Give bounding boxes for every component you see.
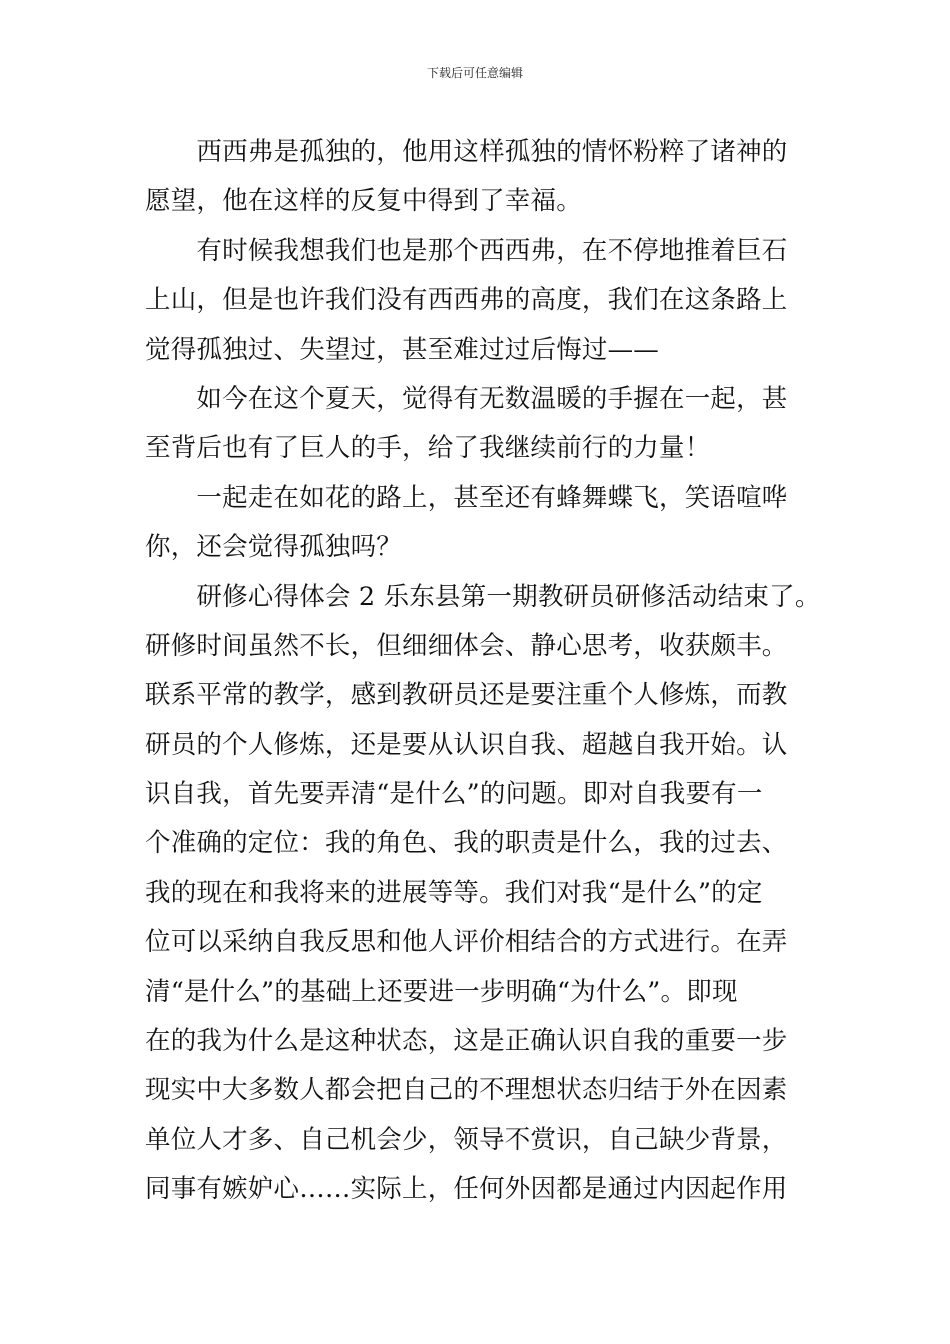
text-line: 如今在这个夏天，觉得有无数温暖的手握在一起，甚 [145, 383, 788, 414]
text-line: 我的现在和我将来的进展等等。我们对我“是什么”的定 [145, 877, 763, 908]
text-line: 研修时间虽然不长，但细细体会、静心思考，收获颇丰。 [145, 630, 788, 661]
text-line: 研修心得体会 2 乐东县第一期教研员研修活动结束了。 [145, 581, 821, 612]
text-line: 在的我为什么是这种状态，这是正确认识自我的重要一步 [145, 1026, 788, 1057]
text-line: 联系平常的教学，感到教研员还是要注重个人修炼，而教 [145, 680, 788, 711]
text-line: 你，还会觉得孤独吗？ [145, 532, 403, 563]
text-line: 愿望，他在这样的反复中得到了幸福。 [145, 186, 582, 217]
page-header: 下载后可任意编辑 [426, 66, 523, 80]
text-line: 研员的个人修炼，还是要从认识自我、超越自我开始。认 [145, 729, 788, 760]
text-line: 个准确的定位：我的角色、我的职责是什么，我的过去、 [145, 828, 788, 859]
text-line: 有时候我想我们也是那个西西弗，在不停地推着巨石 [145, 235, 788, 266]
text-line: 现实中大多数人都会把自己的不理想状态归结于外在因素 [145, 1075, 788, 1106]
text-line: 觉得孤独过、失望过，甚至难过过后悔过—— [145, 334, 660, 365]
body-text [145, 128, 821, 1215]
text-line: 至背后也有了巨人的手，给了我继续前行的力量！ [145, 433, 711, 464]
text-line: 位可以采纳自我反思和他人评价相结合的方式进行。在弄 [145, 927, 788, 958]
text-line: 一起走在如花的路上，甚至还有蜂舞蝶飞，笑语喧哗 [145, 482, 788, 513]
text-line: 上山，但是也许我们没有西西弗的高度，我们在这条路上 [145, 285, 788, 316]
text-line: 识自我，首先要弄清“是什么”的问题。即对自我要有一 [145, 779, 763, 810]
text-line: 同事有嫉妒心……实际上，任何外因都是通过内因起作用 [145, 1174, 788, 1205]
text-line: 西西弗是孤独的，他用这样孤独的情怀粉粹了诸神的 [145, 137, 788, 167]
text-line: 单位人才多、自己机会少，领导不赏识，自己缺少背景， [145, 1124, 788, 1155]
text-line: 清“是什么”的基础上还要进一步明确“为什么”。即现 [145, 976, 738, 1007]
